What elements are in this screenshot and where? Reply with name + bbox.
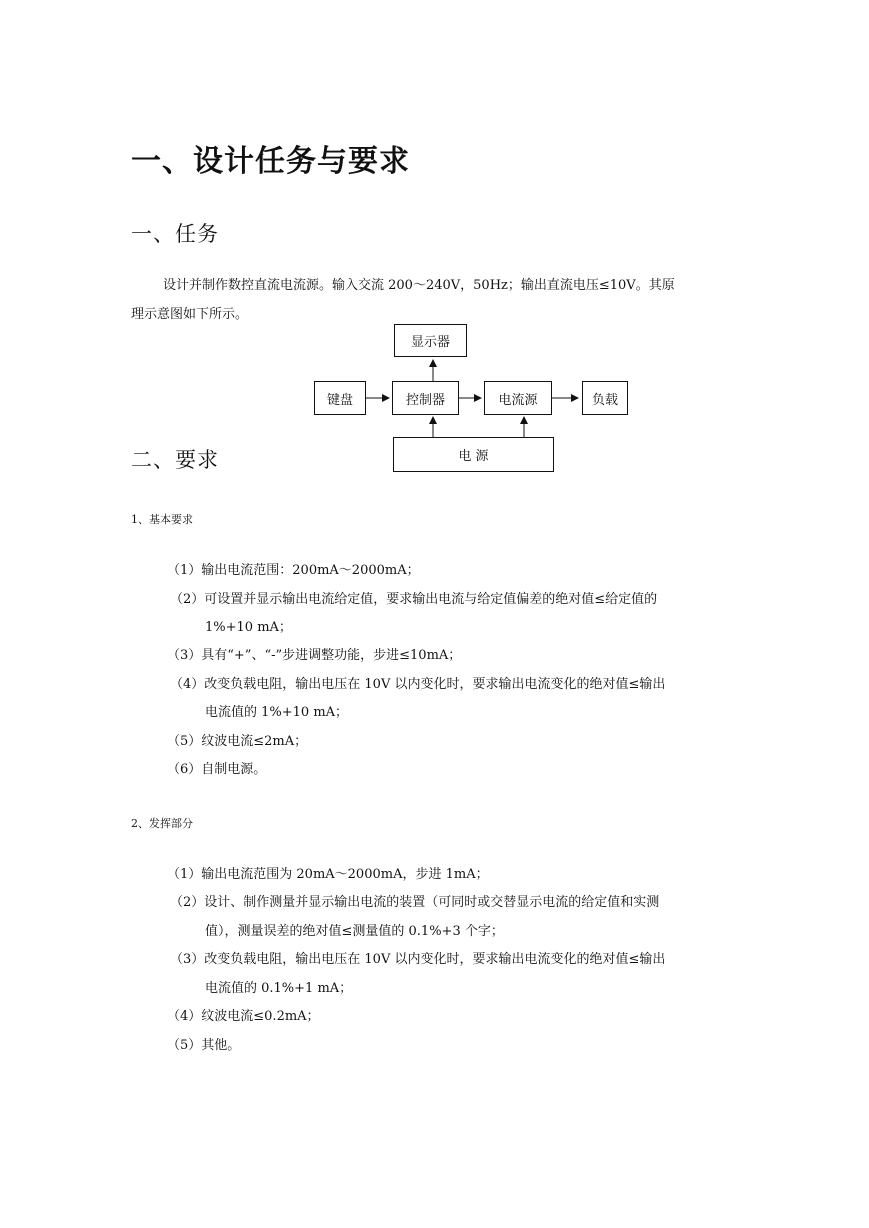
- basic-item-6: （6）自制电源。: [167, 762, 267, 777]
- display-block: [394, 324, 467, 357]
- current-source-label: 电流源: [498, 392, 538, 408]
- extra-item-5: （5）其他。: [167, 1038, 241, 1053]
- basic-item-2-cont: 1%+10 mA；: [205, 620, 292, 635]
- task-paragraph-line-1: 设计并制作数控直流电流源。输入交流 200～240V，50Hz；输出直流电压≤10V。其原: [163, 278, 675, 293]
- display-label: 显示器: [410, 335, 450, 350]
- basic-item-2: （2）可设置并显示输出电流给定值，要求输出电流与给定值偏差的绝对值≤给定值的: [170, 592, 658, 607]
- section-title-task: 一、任务: [131, 222, 219, 246]
- page-title: 一、设计任务与要求: [131, 144, 410, 179]
- extra-item-3: （3）改变负载电阻，输出电压在 10V 以内变化时，要求输出电流变化的绝对值≤输出: [170, 952, 666, 967]
- extra-item-1: （1）输出电流范围为 20mA～2000mA，步进 1mA；: [167, 867, 489, 882]
- power-label: 电 源: [458, 449, 489, 464]
- extra-item-2: （2）设计、制作测量并显示输出电流的装置（可同时或交替显示电流的给定值和实测: [170, 895, 660, 910]
- load-block: [582, 381, 628, 415]
- load-label: 负载: [591, 392, 618, 408]
- current-source-block: [484, 381, 552, 415]
- basic-requirements-title: 1、基本要求: [131, 513, 193, 526]
- extra-item-2-cont: 值），测量误差的绝对值≤测量值的 0.1%+3 个字；: [205, 924, 504, 939]
- keyboard-block: [314, 381, 366, 415]
- controller-label: 控制器: [405, 392, 445, 408]
- controller-block: [392, 381, 459, 415]
- extra-item-3-cont: 电流值的 0.1%+1 mA；: [205, 981, 353, 996]
- basic-item-4: （4）改变负载电阻，输出电压在 10V 以内变化时，要求输出电流变化的绝对值≤输出: [170, 677, 666, 692]
- basic-item-3: （3）具有“+”、“-”步进调整功能，步进≤10mA；: [167, 648, 462, 663]
- section-title-requirements: 二、要求: [131, 448, 219, 472]
- extra-item-4: （4）纹波电流≤0.2mA；: [167, 1009, 320, 1024]
- basic-item-4-cont: 电流值的 1%+10 mA；: [205, 705, 349, 720]
- keyboard-label: 键盘: [326, 392, 353, 408]
- basic-item-5: （5）纹波电流≤2mA；: [167, 734, 308, 749]
- basic-item-1: （1）输出电流范围：200mA～2000mA；: [167, 563, 420, 578]
- block-diagram: [310, 320, 640, 480]
- extra-requirements-title: 2、发挥部分: [131, 817, 193, 830]
- power-block: [393, 437, 554, 472]
- task-paragraph-line-2: 理示意图如下所示。: [131, 307, 249, 322]
